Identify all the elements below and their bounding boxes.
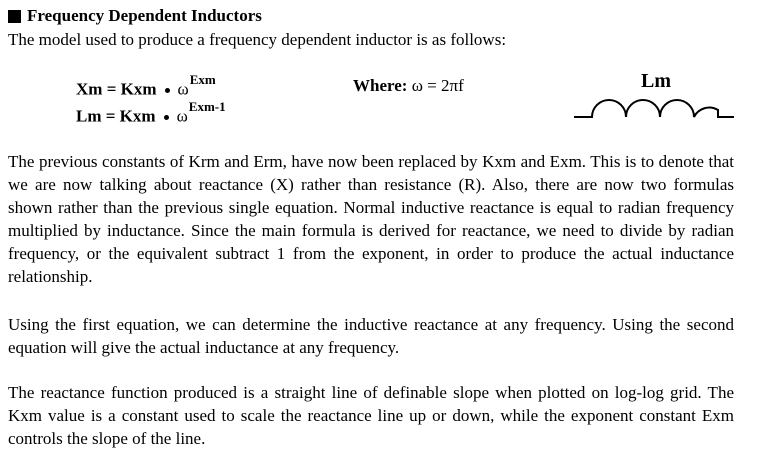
paragraph-reactance-function: The reactance function produced is a straight line of definable slope when plotted on log-log grid. The Kxm value is a constant used to scale the reactance line up or down, while the exponent constant Exm controls the slope of the line. — [8, 383, 734, 448]
where-label: Where: — [353, 76, 408, 95]
inductance-equation — [76, 99, 226, 127]
heading-text: Frequency Dependent Inductors — [27, 6, 262, 25]
equation-lhs: Lm = Kxm — [76, 106, 156, 126]
intro-text: The model used to produce a frequency dependent inductor is as follows: — [8, 30, 507, 49]
equation-exponent: Exm-1 — [188, 99, 226, 114]
equation-exponent: Exm — [189, 72, 216, 87]
where-expression: ω = 2πf — [411, 76, 464, 95]
multiply-dot-icon — [164, 115, 169, 120]
inductor-coil-icon — [574, 92, 736, 122]
inductor-label: Lm — [641, 70, 671, 92]
paragraph-constants: The previous constants of Krm and Erm, have now been replaced by Kxm and Exm. This is to denote that we are now talking about reactance (X) rather than resistance (R). Also, there are now two formulas shown rather than the previous single equation. Normal inductive reactance is equal to radian frequency multiplied by inductance. Since the main formula is derived for reactance, we need to divide by radian frequency, or the equivalent subtract 1 from the exponent, in order to produce the actual inductance relationship. — [8, 152, 734, 286]
square-bullet-icon — [8, 10, 21, 23]
paragraph-usage: Using the first equation, we can determine the inductive reactance at any frequency. Using the second equation will give the actual inductance at any frequency. — [8, 315, 734, 357]
omega-symbol: ω — [176, 106, 188, 126]
multiply-dot-icon — [165, 88, 170, 93]
where-definition — [353, 76, 464, 96]
omega-symbol: ω — [177, 79, 189, 99]
reactance-equation — [76, 72, 216, 100]
section-heading — [8, 6, 262, 26]
equation-lhs: Xm = Kxm — [76, 79, 157, 99]
